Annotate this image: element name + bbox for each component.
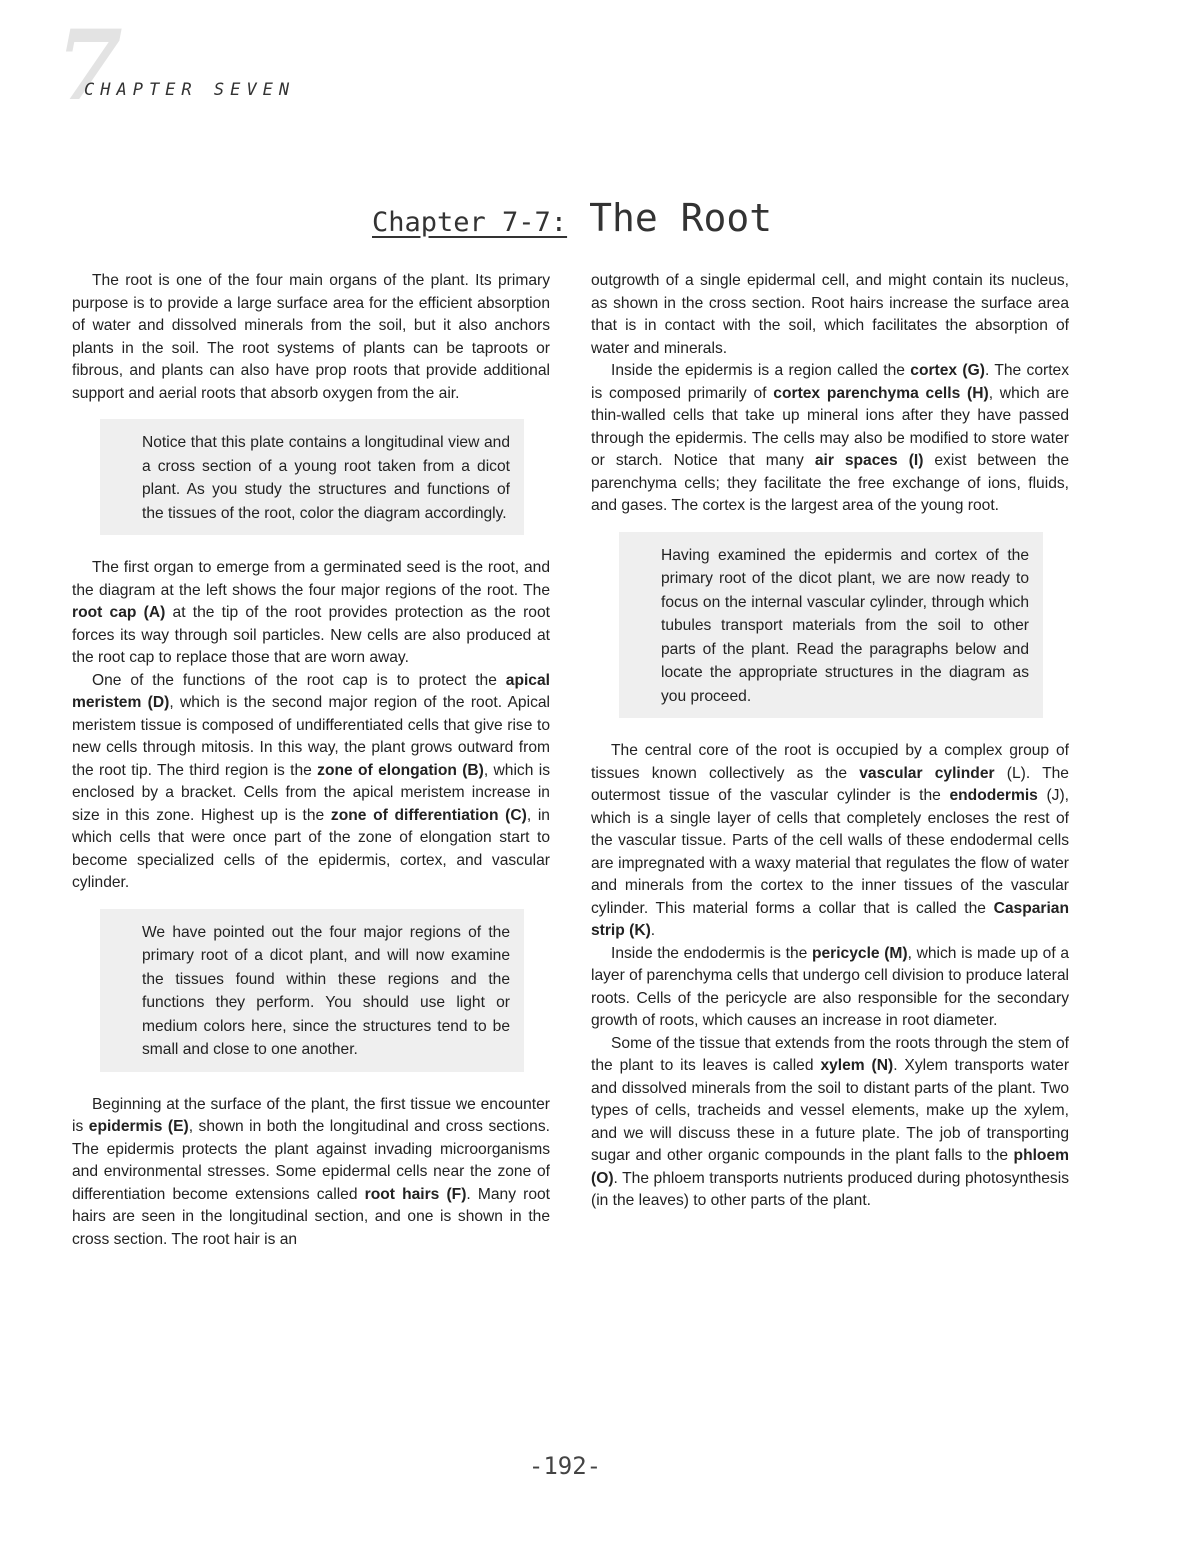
term: vascular cylinder — [859, 764, 995, 782]
term: pericycle (M) — [811, 944, 908, 962]
paragraph: The central core of the root is occupied by a complex group of tissues known collectively as the vascular cylinder (L). The outermost tissue of the vascular cylinder is the endodermis (J), which is a single layer of cells that completely encloses the rest of the vascular tissue. Parts of the cell walls of these endodermal cells are impregnated with a waxy material that regulates the flow of water and minerals from the cortex to the inner tissues of the vascular cylinder. This material forms a collar that is called the Casparian strip (K). — [591, 742, 1069, 939]
term: root cap (A) — [72, 604, 166, 621]
term: air spaces (I) — [814, 452, 924, 469]
right-column — [591, 270, 1069, 1213]
term: Casparian strip (K) — [591, 899, 1069, 939]
page-number: -192- — [528, 1452, 602, 1480]
page-title — [372, 196, 772, 240]
title-prefix: Chapter 7-7: — [372, 207, 568, 238]
term: epidermis (E) — [88, 1118, 189, 1135]
paragraph: One of the functions of the root cap is to protect the apical meristem (D), which is the second major region of the root. Apical meristem tissue is composed of undifferentiated cells that give rise to new cells through mitosis. In this way, the plant grows outward from the root tip. The third region is the zone of elongation (B), which is enclosed by a bracket. Cells from the apical meristem increase in size in this zone. Highest up is the zone of differentiation (C), in which cells that were once part of the zone of elongation start to become specialized cells of the epidermis, cortex, and vascular cylinder. — [72, 671, 550, 891]
chapter-number-watermark: 7 — [56, 9, 123, 122]
term: apical meristem (D) — [72, 671, 550, 711]
paragraph: outgrowth of a single epidermal cell, and might contain its nucleus, as shown in the cross section. Root hairs increase the surface area that is in contact with the soil, which facilitates the absorption of water and minerals. — [591, 272, 1069, 357]
note-box — [100, 909, 524, 1072]
term: cortex (G) — [910, 362, 985, 379]
paragraph: The root is one of the four main organs of the plant. Its primary purpose is to provide a large surface area for the efficient absorption of water and dissolved minerals from the soil, but it also anchors plants in the soil. The root systems of plants can be taproots or fibrous, and plants can also have prop roots that provide additional support and aerial roots that absorb oxygen from the air. — [72, 272, 550, 402]
term: xylem (N) — [820, 1057, 894, 1074]
chapter-label: CHAPTER SEVEN — [84, 80, 296, 100]
paragraph: Inside the epidermis is a region called the cortex (G). The cortex is composed primarily of cortex parenchyma cells (H), which are thin-walled cells that take up mineral ions after they have passed through the epidermis. The cells may also be modified to store water or starch. Notice that many air spaces (I) exist between the parenchyma cells; they facilitate the free exchange of ions, fluids, and gases. The cortex is the largest area of the young root. — [591, 362, 1070, 514]
left-column — [72, 270, 550, 1251]
term: endodermis — [949, 787, 1038, 804]
term: root hairs (F) — [364, 1185, 467, 1203]
note-text: We have pointed out the four major regions of the primary root of a dicot plant, and will now examine the tissues found within these regions and the functions they perform. You should use light or medium colors here, since the structures tend to be small and close to one another. — [142, 923, 510, 1058]
title-main: The Root — [589, 196, 773, 240]
note-box — [619, 532, 1043, 719]
paragraph: Beginning at the surface of the plant, the first tissue we encounter is epidermis (E), shown in both the longitudinal and cross sections. The epidermis protects the plant against invading microorganisms and environmental stresses. Some epidermal cells near the zone of differentiation become extensions called root hairs (F). Many root hairs are seen in the longitudinal section, and one is shown in the cross section. The root hair is an — [72, 1095, 550, 1248]
term: cortex parenchyma cells (H) — [773, 384, 989, 402]
term: zone of elongation (B) — [317, 761, 484, 779]
paragraph: Inside the endodermis is the pericycle (M), which is made up of a layer of parenchyma cells that undergo cell division to produce lateral roots. Cells of the pericycle are also responsible for the secondary growth of roots, which causes an increase in root diameter. — [591, 944, 1069, 1029]
term: zone of differentiation (C) — [330, 806, 527, 824]
paragraph: Some of the tissue that extends from the roots through the stem of the plant to its leaves is called xylem (N). Xylem transports water and dissolved minerals from the soil to distant parts of the plant. Two types of cells, tracheids and vessel elements, make up the xylem, and we will discuss these in a future plate. The job of transporting sugar and other organic compounds in the plant falls to the phloem (O). The phloem transports nutrients produced during photosynthesis (in the leaves) to other parts of the plant. — [591, 1034, 1070, 1209]
note-text: Notice that this plate contains a longitudinal view and a cross section of a young root taken from a dicot plant. As you study the structures and functions of the tissues of the root, color the diagram accordingly. — [142, 434, 510, 522]
note-text: Having examined the epidermis and cortex of the primary root of the dicot plant, we are now ready to focus on the internal vascular cylinder, through which tubules transport materials from the soil to other parts of the plant. Read the paragraphs below and locate the appropriate structures in the diagram as you proceed. — [661, 546, 1029, 705]
chapter-header — [48, 9, 348, 126]
note-box — [100, 419, 524, 535]
paragraph: The first organ to emerge from a germinated seed is the root, and the diagram at the left shows the four major regions of the root. The root cap (A) at the tip of the root provides protection as the root forces its way through soil particles. New cells are also produced at the root cap to replace those that are worn away. — [72, 559, 550, 666]
term: phloem (O) — [591, 1147, 1069, 1187]
